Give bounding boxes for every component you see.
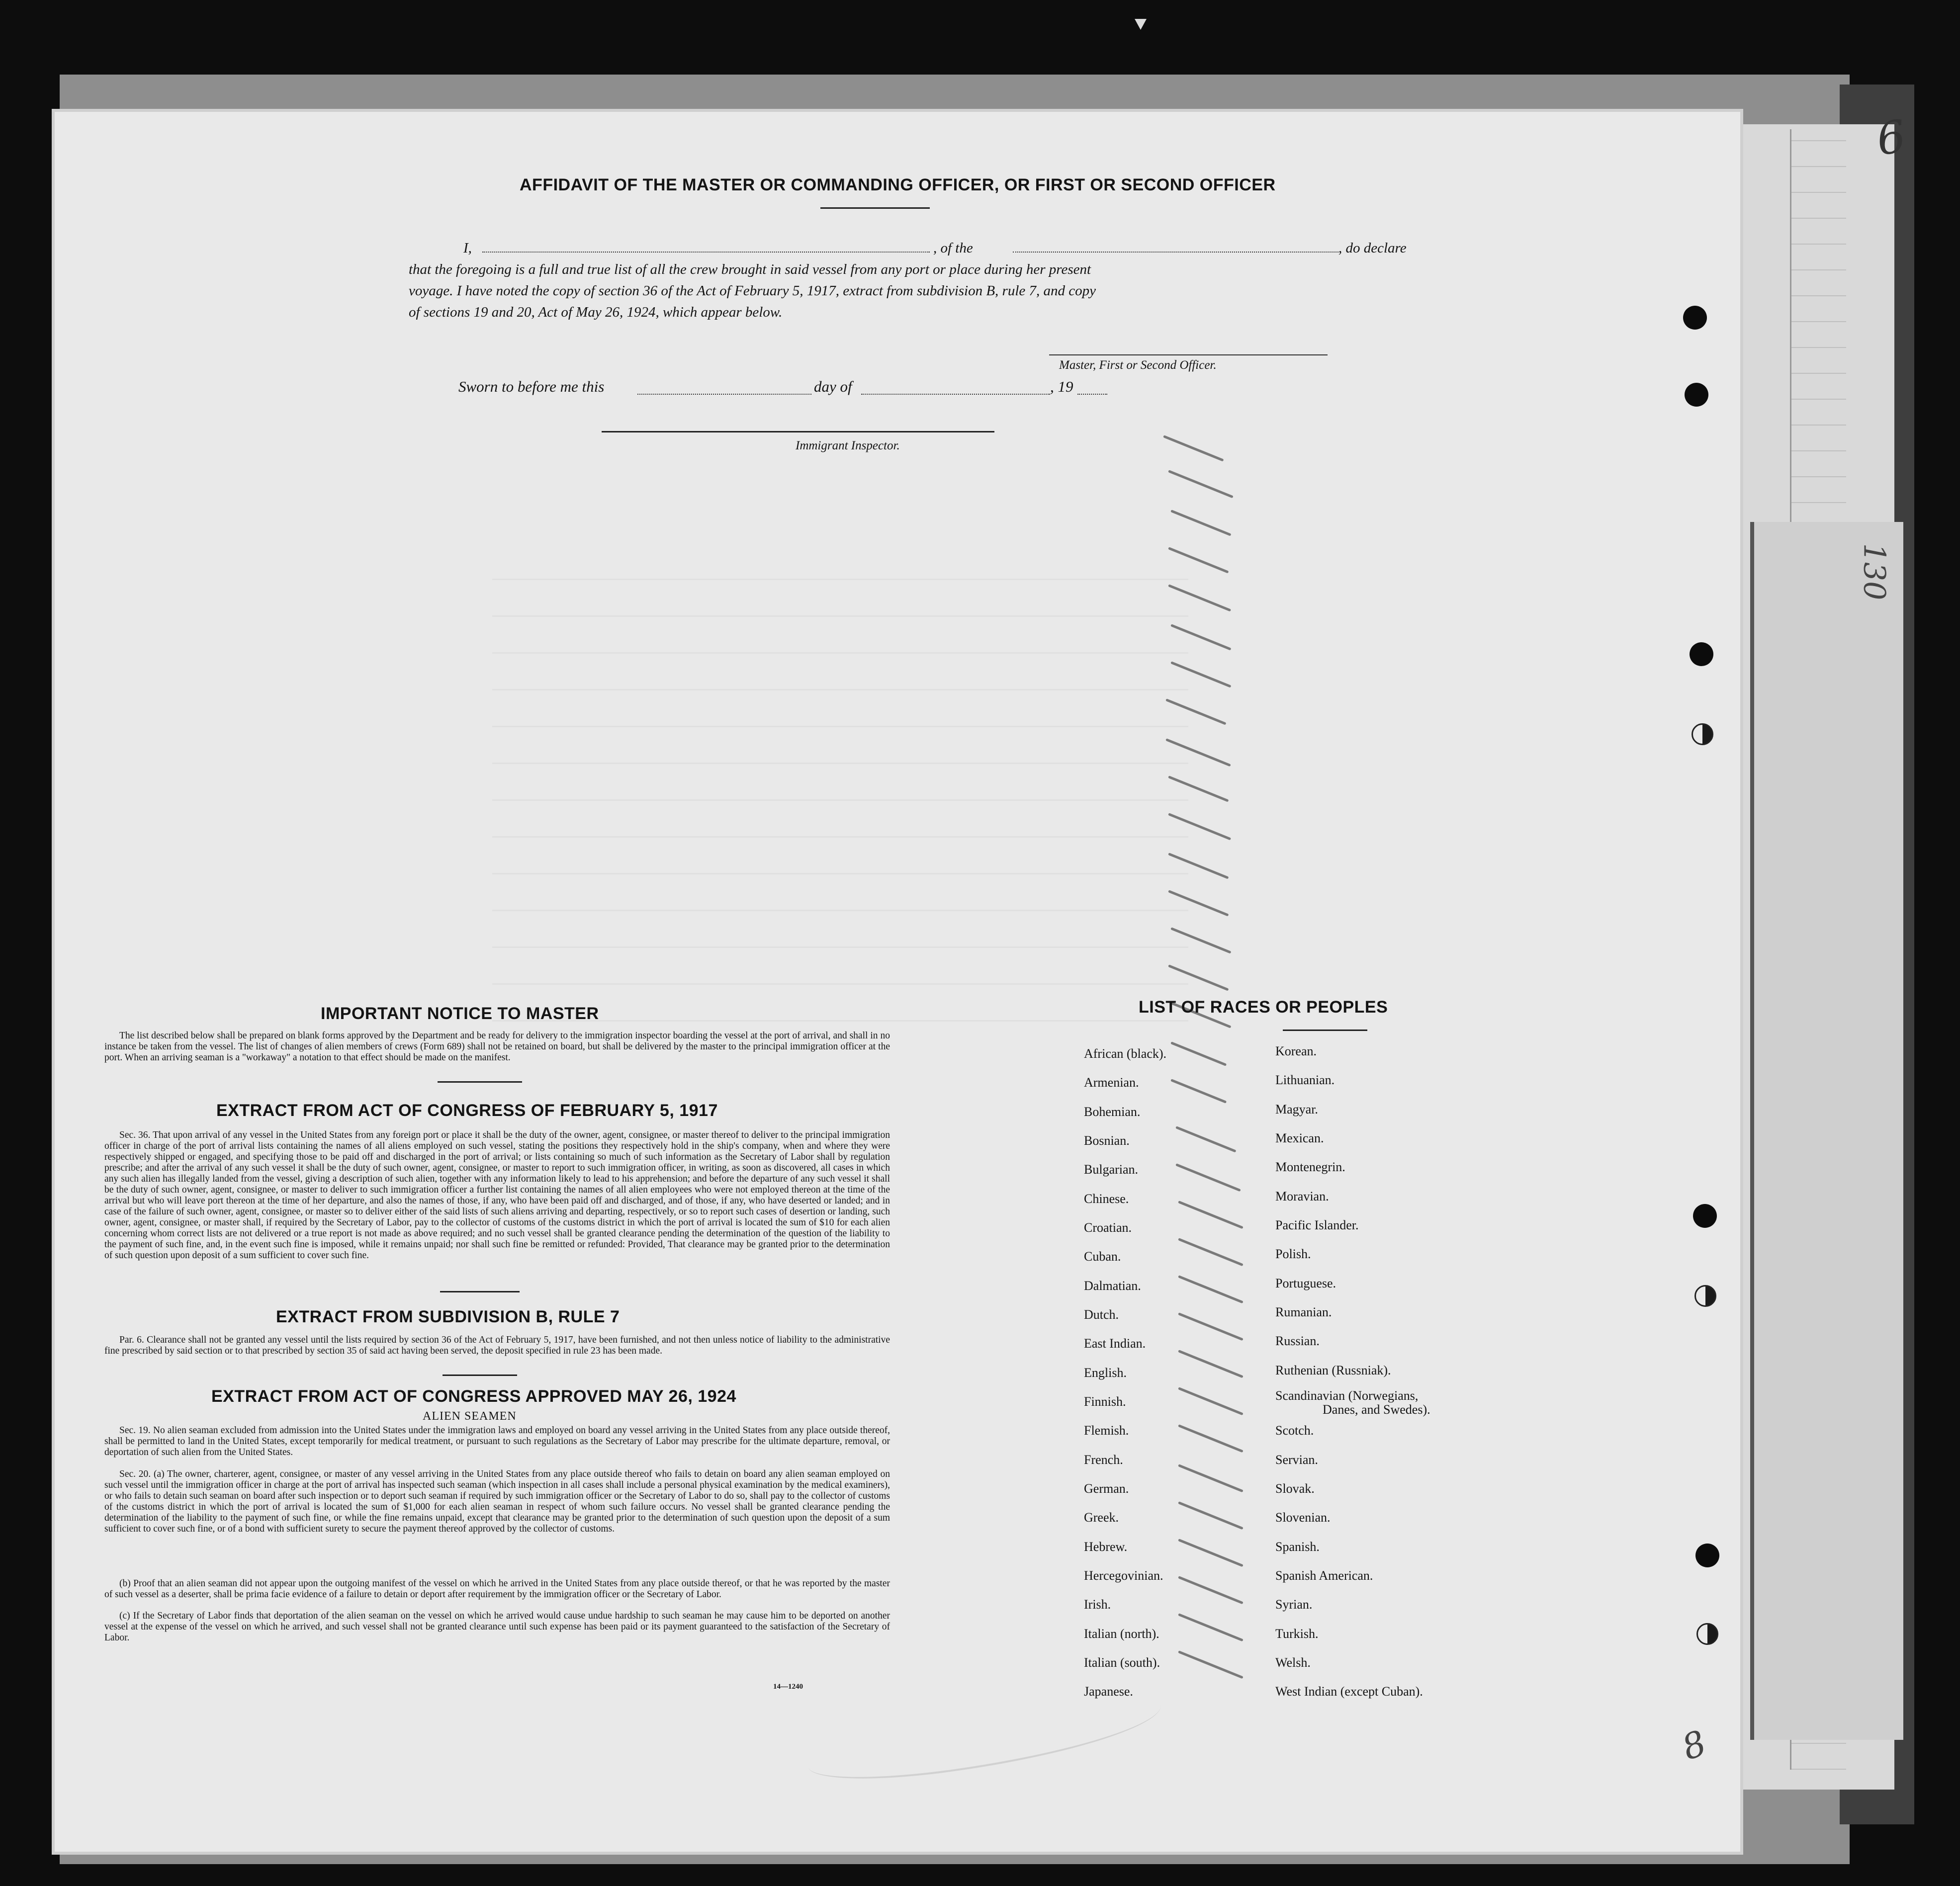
race-item: Welsh.: [1275, 1655, 1311, 1670]
declaration-do-declare: , do declare: [1338, 240, 1407, 256]
pen-mark: [1163, 435, 1224, 461]
races-title: LIST OF RACES OR PEOPLES: [1139, 998, 1388, 1017]
extract-1924-sec19: Sec. 19. No alien seaman excluded from admission into the United States under the immigration laws and employed on board any vessel arriving in the United States from any place outside thereof, shall be permitted to land in the United States, except temporarily for medical treatment, or pursuant to such regulations as the Secretary of Labor may prescribe for the ultimate departure, removal, or deportation of such alien from the United States.: [104, 1425, 890, 1457]
race-item: Spanish.: [1275, 1540, 1320, 1554]
races-left-column: [1084, 1046, 1248, 1713]
race-item: Portuguese.: [1275, 1276, 1336, 1290]
race-item: Hebrew.: [1084, 1540, 1128, 1554]
race-item: German.: [1084, 1481, 1129, 1496]
extract-1917-title: EXTRACT FROM ACT OF CONGRESS OF FEBRUARY 5, 1917: [216, 1101, 718, 1120]
race-item: Croatian.: [1084, 1220, 1132, 1235]
race-item: Hercegovinian.: [1084, 1568, 1163, 1583]
pen-mark: [1170, 927, 1231, 953]
race-item: English.: [1084, 1366, 1127, 1380]
race-item: West Indian (except Cuban).: [1275, 1684, 1423, 1699]
race-item: Lithuanian.: [1275, 1073, 1335, 1087]
pen-mark: [1168, 775, 1229, 802]
race-item: Armenian.: [1084, 1075, 1139, 1090]
notice-text: The list described below shall be prepared on blank forms approved by the Department and be ready for delivery to the immigration inspector boarding the vessel at the port of arrival, and shall in no instance be taken from the vessel. The list of changes of alien members of crews (Form 689) shall not be retained on board, but shall be delivered by the master to the principal immigration officer at the port. When an arriving seaman is a "workaway" a notation to that effect should be made on the manifest.: [104, 1030, 890, 1063]
races-right-column: [1275, 1046, 1554, 1713]
race-item: Dutch.: [1084, 1307, 1119, 1322]
race-item: Pacific Islander.: [1275, 1218, 1359, 1232]
extract-1924-title: EXTRACT FROM ACT OF CONGRESS APPROVED MAY 26, 1924: [211, 1387, 736, 1406]
affidavit-page: [55, 112, 1740, 1852]
declaration-body-1: that the foregoing is a full and true list of all the crew brought in said vessel from any port or place during her present: [409, 261, 1091, 277]
race-item: Mexican.: [1275, 1131, 1324, 1145]
race-item: Slovak.: [1275, 1481, 1315, 1496]
race-item: Syrian.: [1275, 1597, 1313, 1612]
pen-mark: [1168, 813, 1231, 840]
handwritten-corner-mark: 8: [1677, 1722, 1712, 1769]
punch-hole-icon: [1695, 1543, 1719, 1567]
race-item: Italian (north).: [1084, 1627, 1159, 1641]
pen-mark: [1170, 510, 1231, 536]
race-item: Korean.: [1275, 1044, 1317, 1058]
form-number: 14—1240: [773, 1683, 803, 1691]
race-item: Flemish.: [1084, 1423, 1129, 1438]
pen-mark: [1168, 547, 1229, 573]
section-rule: [440, 1291, 520, 1292]
extract-rule7-title: EXTRACT FROM SUBDIVISION B, RULE 7: [276, 1307, 620, 1326]
punch-hole-icon: [1696, 1623, 1718, 1645]
handwritten-side-number: 130: [1857, 543, 1892, 600]
inspector-caption: Immigrant Inspector.: [796, 439, 900, 452]
race-item: Ruthenian (Russniak).: [1275, 1363, 1391, 1377]
pen-mark: [1168, 470, 1234, 498]
race-item: East Indian.: [1084, 1336, 1146, 1351]
race-item: African (black).: [1084, 1046, 1167, 1061]
races-title-rule: [1283, 1029, 1367, 1031]
pen-mark: [1168, 890, 1229, 916]
punch-hole-icon: [1690, 642, 1713, 666]
race-item: Greek.: [1084, 1510, 1119, 1525]
extract-1917-text: Sec. 36. That upon arrival of any vessel in the United States from any foreign port or place it shall be the duty of the owner, agent, consignee, or master thereof to deliver to the principal immigration officer in charge of the port of arrival lists containing the names of all aliens employed on such vessel, stating the positions they respectively hold in the ship's company, when and where they were respectively shipped or engaged, and specifying those to be paid off and discharged in the port of arrival; or lists containing so much of such information as the Secretary of Labor shall by regulation prescribe; and after the arrival of any such vessel it shall be the duty of such owner, agent, consignee, or master to report to such immigration officer, in writing, as soon as discovered, all cases in which any such alien has illegally landed from the vessel, giving a description of such alien, together with any information likely to lead to his apprehension; and before the departure of any such vessel it shall be the duty of such owner, agent, consignee, or master to deliver to such immigration officer a further list containing the names of all alien employees who were not employed thereon at the time of the arrival but who will leave port thereon at the time of her departure, and also the names of those, if any, who have been paid off and discharged, and of those, if any, who have deserted or landed; and in case of the failure of such owner, agent, consignee, or master so to deliver either of the said lists of such aliens arriving and departing, respectively, or so to report such cases of desertion or landing, such owner, agent, consignee, or master shall, if required by the Secretary of Labor, pay to the collector of customs of the customs district in which the port of arrival is located the sum of $10 for each alien concerning whom correct lists are not delivered or a true report is not made as above required; and no such vessel shall be granted clearance pending the determination of the question of the liability to the payment of such fine, and, in the event such fine is imposed, while it remains unpaid; nor shall such fine be remitted or refunded: Provided, That clearance may be granted prior to the determination of such question upon deposit of a sum sufficient to cover such fine.: [104, 1130, 890, 1261]
background-ledger-sheet-lower: [1750, 522, 1903, 1740]
year-prefix: , 19: [1050, 378, 1073, 395]
day-of-label: day of: [814, 378, 852, 395]
notice-title: IMPORTANT NOTICE TO MASTER: [321, 1004, 599, 1023]
race-item: Scotch.: [1275, 1423, 1314, 1438]
declaration-i-label: I,: [463, 240, 472, 256]
master-signature-caption: Master, First or Second Officer.: [1059, 358, 1217, 372]
race-item: Magyar.: [1275, 1102, 1318, 1116]
race-item: Slovenian.: [1275, 1510, 1331, 1525]
declaration-of-the-label: , of the: [933, 240, 973, 256]
race-item: Finnish.: [1084, 1394, 1126, 1409]
punch-hole-icon: [1692, 723, 1713, 745]
declaration-body-3: of sections 19 and 20, Act of May 26, 1924, which appear below.: [409, 304, 783, 320]
declaration-body-2: voyage. I have noted the copy of section 36 of the Act of February 5, 1917, extract from subdivision B, rule 7, and copy: [409, 283, 1096, 299]
race-item: Turkish.: [1275, 1627, 1319, 1641]
extract-1924-sec20c: (c) If the Secretary of Labor finds that deportation of the alien seaman on the vessel on which he arrived would cause undue hardship to such seaman he may cause him to be deported on another vessel at the expense of the vessel on which he arrived, and such vessel shall not be granted clearance until such expense has been paid or its payment guaranteed to the satisfaction of the Secretary of Labor.: [104, 1611, 890, 1643]
punch-hole-icon: [1685, 383, 1708, 407]
section-rule: [443, 1374, 517, 1376]
race-item: Bulgarian.: [1084, 1162, 1139, 1177]
pen-mark: [1165, 698, 1226, 725]
race-item: Russian.: [1275, 1334, 1320, 1348]
race-item: Servian.: [1275, 1453, 1318, 1467]
pen-mark: [1170, 624, 1231, 650]
race-item: Scandinavian (Norwegians,: [1275, 1388, 1419, 1403]
race-item: Chinese.: [1084, 1192, 1129, 1206]
extract-1924-subtitle: ALIEN SEAMEN: [423, 1410, 517, 1423]
race-item: Spanish American.: [1275, 1568, 1373, 1583]
pen-mark: [1168, 964, 1229, 991]
sworn-label: Sworn to before me this: [458, 378, 605, 395]
race-item: Japanese.: [1084, 1684, 1133, 1699]
pen-mark: [1165, 738, 1231, 767]
race-item: Polish.: [1275, 1247, 1311, 1261]
extract-1924-sec20b: (b) Proof that an alien seaman did not appear upon the outgoing manifest of the vessel on which he arrived in the United States from any place outside thereof, or that he was reported by the master of such vessel as a deserter, shall be prima facie evidence of a failure to detain or deport after requirement by the immigration officer or the Secretary of Labor.: [104, 1578, 890, 1600]
handwritten-page-number: 6: [1873, 110, 1909, 166]
section-rule: [438, 1081, 522, 1083]
tick-mark-icon: [1135, 19, 1147, 30]
extract-1924-sec20a: Sec. 20. (a) The owner, charterer, agent, consignee, or master of any vessel arriving in the United States from any place outside thereof who fails to detain on board any alien seaman employed on such vessel until the immigration officer in charge at the port of arrival has inspected such seaman (which inspection in all cases shall include a personal physical examination by the medical examiners), or who fails to detain such seaman on board after such inspection or to deport such seaman if required by such immigration officer or the Secretary of Labor to do so, shall pay to the collector of customs of the customs district in which the port of arrival is located the sum of $1,000 for each alien seaman in respect of whom such failure occurs. No vessel shall be granted clearance pending the determination of the liability to the payment of such fine, or while the fine remains unpaid, except that clearance may be granted prior to the determination of such question upon the deposit of a sum sufficient to cover such fine, or of a bond with sufficient surety to secure the payment thereof approved by the collector of customs.: [104, 1469, 890, 1534]
race-item: French.: [1084, 1453, 1123, 1467]
race-item: Italian (south).: [1084, 1655, 1160, 1670]
extract-rule7-text: Par. 6. Clearance shall not be granted any vessel until the lists required by section 36 of the Act of February 5, 1917, have been furnished, and not then unless notice of liability to the administrative fine prescribed by said section or to that prescribed by section 35 of said act having been served, the deposit specified in rule 23 has been made.: [104, 1335, 890, 1356]
punch-hole-icon: [1683, 306, 1707, 330]
race-item: Irish.: [1084, 1597, 1111, 1612]
affidavit-title: AFFIDAVIT OF THE MASTER OR COMMANDING OFFICER, OR FIRST OR SECOND OFFICER: [520, 175, 1276, 194]
race-item: Moravian.: [1275, 1189, 1329, 1203]
race-item: Dalmatian.: [1084, 1279, 1141, 1293]
punch-hole-icon: [1694, 1285, 1716, 1307]
punch-hole-icon: [1693, 1204, 1717, 1228]
race-item: Bohemian.: [1084, 1105, 1141, 1119]
pen-mark: [1170, 661, 1231, 687]
race-item: Rumanian.: [1275, 1305, 1332, 1319]
race-item: Danes, and Swedes).: [1323, 1402, 1430, 1417]
pen-mark: [1168, 853, 1229, 879]
pen-mark: [1168, 584, 1231, 611]
race-item: Montenegrin.: [1275, 1160, 1345, 1174]
race-item: Bosnian.: [1084, 1133, 1130, 1148]
race-item: Cuban.: [1084, 1249, 1121, 1264]
